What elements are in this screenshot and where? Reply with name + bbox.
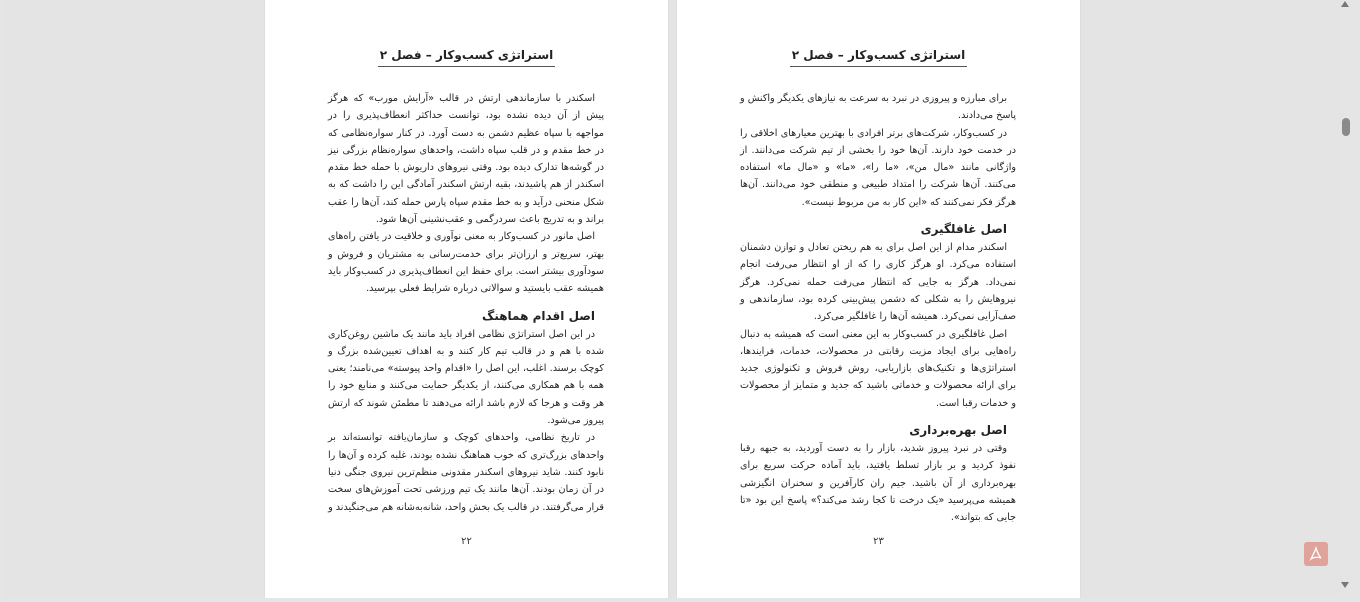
chevron-up-icon[interactable]	[1341, 1, 1349, 7]
paragraph: در این اصل استراتژی نظامی افراد باید مانند یک ماشین روغن‌کاری شده با هم و در قالب تیم کار کنند و به اهداف تعیین‌شده بزرگ و کوچک برسند. اغلب، این اصل را «اقدام واحد پیوسته» می‌نامند؛ یعنی همه با هم همکاری می‌کنند، از یکدیگر حمایت می‌کنند و منابع خود را هر وقت و هرجا که لازم باشد ارائه می‌دهند تا مطمئن شوند که ارتش پیروز می‌شود.	[328, 328, 604, 427]
page-body	[328, 90, 604, 516]
page-header: استراتژی کسب‌وکار – فصل ۲	[677, 44, 1080, 67]
page-23	[677, 0, 1080, 598]
page-number: ۲۲	[461, 536, 472, 547]
section-heading: اصل غافلگیری	[920, 222, 1007, 237]
page-number: ۲۳	[873, 536, 884, 547]
section-heading: اصل اقدام هماهنگ	[482, 308, 595, 323]
paragraph: اسکندر با سازماندهی ارتش در قالب «آرایش مورب» که هرگز پیش از آن دیده نشده بود، توانست حداکثر انعطاف‌پذیری را در مواجهه با سپاه عظیم دشمن به دست آورد. در کنار سواره‌نظامی که در خط مقدم و در قلب سپاه داشت، واحدهای سواره‌نظام بزرگی نیز در گوشه‌ها تدارک دیده بود. وقتی نیروهای داریوش با حمله خط مقدم اسکندر از هم پاشیدند، بقیه ارتش اسکندر آمادگی این را داشت که به شکل منحنی درآید و به خط مقدم سپاه پارس حمله کند، آن‌ها را عقب براند و به تدریج باعث سردرگمی و عقب‌نشینی آن‌ها شود.	[328, 93, 604, 226]
page-body	[740, 90, 1016, 527]
paragraph: اسکندر مدام از این اصل برای به هم ریختن تعادل و توازن دشمنان استفاده می‌کرد. او هرگز کاری را که از او انتظار می‌رفت انجام نمی‌داد. هرگز به جایی که انتظار می‌رفت حمله نمی‌کرد. هرگز نیروهایش را به شکلی که دشمن پیش‌بینی کرده بود، سازماندهی و صف‌آرایی نمی‌کرد. همیشه آن‌ها را غافلگیر می‌کرد.	[740, 242, 1016, 323]
page-22	[265, 0, 668, 598]
paragraph: برای مبارزه و پیروزی در نبرد به سرعت به نیازهای یکدیگر واکنش و پاسخ می‌دادند.	[740, 93, 1016, 122]
vertical-scrollbar[interactable]	[1340, 0, 1352, 598]
scrollbar-thumb[interactable]	[1342, 118, 1350, 136]
paragraph: وقتی در نبرد پیروز شدید، بازار را به دست آوردید، به جبهه رقبا نفوذ کردید و بر بازار تسلط یافتید، باید آماده حرکت سریع برای بهره‌برداری از آن باشید. جیم ران کارآفرین و سخنران انگیزشی همیشه می‌پرسید «یک درخت تا کجا رشد می‌کند؟» پاسخ این بود «تا جایی که بتواند».	[740, 443, 1016, 524]
chevron-down-icon[interactable]	[1341, 582, 1349, 588]
paragraph: اصل مانور در کسب‌وکار به معنی نوآوری و خلاقیت در یافتن راه‌های بهتر، سریع‌تر و ارزان‌تر برای خدمت‌رسانی به مشتریان و فروش و سودآوری بیشتر است. برای حفظ این انعطاف‌پذیری در کسب‌وکار باید همیشه عقب بایستید و سوالاتی درباره شرایط فعلی بپرسید.	[328, 231, 604, 295]
document-viewer[interactable]	[3, 0, 1342, 598]
page-header: استراتژی کسب‌وکار – فصل ۲	[265, 44, 668, 67]
pdf-icon	[1308, 546, 1324, 562]
paragraph: اصل غافلگیری در کسب‌وکار به این معنی است که همیشه به دنبال راه‌هایی برای ایجاد مزیت رقابتی در محصولات، خدمات، فرایندها، استراتژی‌ها و تکنیک‌های بازاریابی، روش فروش و تکنولوژی جدید برای ارائه محصولات و خدماتی باشید که جدید و متمایز از محصولات و خدمات رقبا است.	[740, 328, 1016, 409]
section-heading: اصل بهره‌برداری	[909, 423, 1007, 438]
paragraph: در تاریخ نظامی، واحدهای کوچک و سازمان‌یافته توانسته‌اند بر واحدهای بزرگ‌تری که خوب هماهنگ نشده بودند، غلبه کرده و آن‌ها را نابود کنند. شاید نیروهای اسکندر مقدونی منظم‌ترین نیروی جنگی دنیا در آن زمان بودند. آن‌ها مانند یک تیم ورزشی تحت آموزش‌های سخت قرار می‌گرفتند. در قالب یک بخش واحد، شانه‌به‌شانه هم می‌جنگیدند و	[328, 432, 604, 513]
pdf-button[interactable]	[1304, 542, 1328, 566]
paragraph: در کسب‌وکار، شرکت‌های برتر افرادی با بهترین معیارهای اخلاقی را در خدمت خود دارند. آن‌ها خود را بخشی از تیم شرکت می‌دانند. از واژگانی مانند «مال من»، «ما را»، «ما» و «مال ما» استفاده می‌کنند. آن‌ها شرکت را امتداد طبیعی و منطقی خود می‌دانند. آن‌ها هرگز فکر نمی‌کنند که «این کار به من مربوط نیست».	[740, 127, 1016, 208]
